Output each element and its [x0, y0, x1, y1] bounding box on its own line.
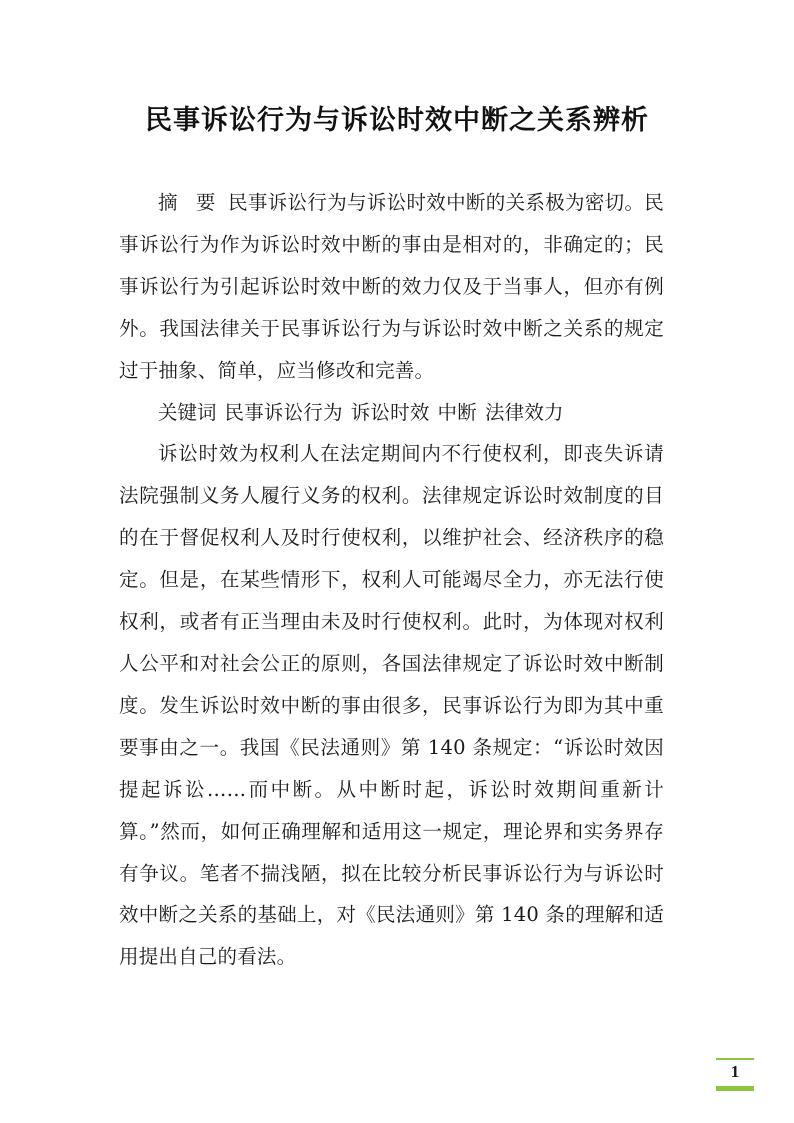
footer-rule-bottom [716, 1086, 754, 1091]
abstract-text: 民事诉讼行为与诉讼时效中断的关系极为密切。民事诉讼行为作为诉讼时效中断的事由是相对的，非确定的；民事诉讼行为引起诉讼时效中断的效力仅及于当事人，但亦有例外。我国法律关于民事诉讼行为与诉讼时效中断之关系的规定过于抽象、简单，应当修改和完善。 [119, 191, 665, 382]
keyword-item: 法律效力 [484, 400, 564, 424]
keyword-item: 中断 [437, 400, 477, 424]
keyword-item: 诉讼时效 [350, 400, 430, 424]
keyword-item: 民事诉讼行为 [224, 400, 343, 424]
page-number: 1 [730, 1062, 740, 1081]
keywords-label: 关键词 [158, 400, 217, 424]
footer-rule-top [716, 1058, 754, 1060]
body-paragraph: 诉讼时效为权利人在法定期间内不行使权利，即丧失诉请法院强制义务人履行义务的权利。法律规定诉讼时效制度的目的在于督促权利人及时行使权利，以维护社会、经济秩序的稳定。但是，在某些情形下，权利人可能竭尽全力，亦无法行使权利，或者有正当理由未及时行使权利。此时，为体现对权利人公平和对社会公正的原则，各国法律规定了诉讼时效中断制度。发生诉讼时效中断的事由很多，民事诉讼行为即为其中重要事由之一。我国《民法通则》第 140 条规定：“诉讼时效因提起诉讼……而中断。从中断时起，诉讼时效期间重新计算。”然而，如何正确理解和适用这一规定，理论界和实务界存有争议。笔者不揣浅陋，拟在比较分析民事诉讼行为与诉讼时效中断之关系的基础上，对《民法通则》第 140 条的理解和适用提出自己的看法。 [119, 442, 664, 969]
document-body [119, 182, 664, 978]
abstract-label: 摘 要 [158, 191, 222, 214]
document-title: 民事诉讼行为与诉讼时效中断之关系辨析 [145, 105, 649, 136]
keywords-paragraph [119, 392, 664, 434]
abstract-paragraph [119, 182, 664, 392]
